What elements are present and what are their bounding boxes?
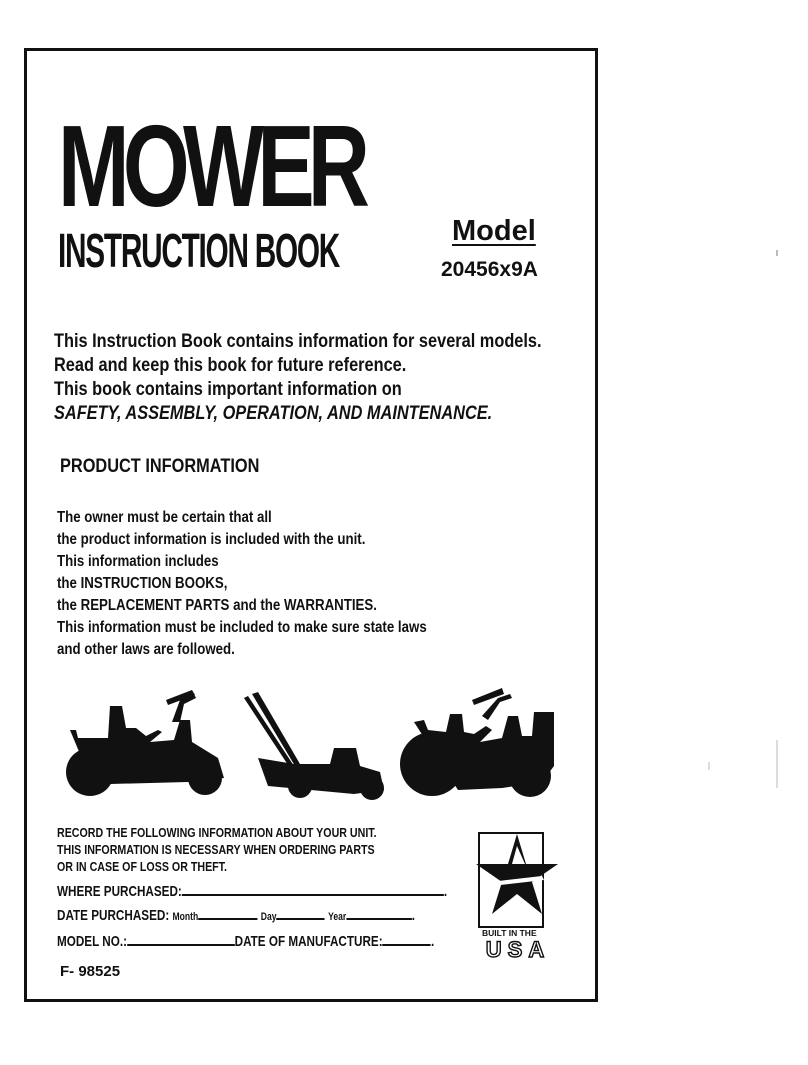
- document-subtitle: INSTRUCTION BOOK: [58, 225, 340, 278]
- usa-wordmark: [470, 938, 566, 960]
- intro-line: This book contains important information on: [54, 379, 402, 400]
- where-purchased-field[interactable]: [182, 882, 444, 896]
- record-line: THIS INFORMATION IS NECESSARY WHEN ORDERING PARTS: [57, 842, 375, 857]
- product-information-text: [57, 507, 427, 661]
- product-info-line: the product information is included with the unit.: [57, 531, 366, 548]
- model-label: Model: [452, 215, 536, 247]
- intro-line: Read and keep this book for future reference.: [54, 355, 407, 376]
- model-number-row: [57, 932, 434, 950]
- badge-caption: BUILT IN THE: [482, 928, 537, 938]
- scan-artifact: [708, 762, 710, 770]
- record-line: OR IN CASE OF LOSS OR THEFT.: [57, 859, 227, 874]
- model-number: 20456x9A: [441, 258, 538, 281]
- product-info-line: This information includes: [57, 553, 219, 570]
- where-purchased-row: [57, 882, 447, 900]
- mower-illustrations: [62, 686, 562, 804]
- product-info-line: the INSTRUCTION BOOKS,: [57, 575, 228, 592]
- year-label: Year: [328, 911, 347, 923]
- intro-topics: SAFETY, ASSEMBLY, OPERATION, AND MAINTENANCE.: [54, 403, 493, 424]
- lawn-tractor-icon: [400, 688, 554, 797]
- product-information-heading: PRODUCT INFORMATION: [60, 456, 260, 477]
- push-mower-icon: [244, 692, 384, 800]
- intro-line: This Instruction Book contains information for several models.: [54, 331, 542, 352]
- model-no-label: MODEL NO.:: [57, 933, 127, 950]
- period: .: [411, 907, 416, 924]
- record-instructions: [57, 824, 377, 875]
- product-info-line: The owner must be certain that all: [57, 509, 272, 526]
- built-in-usa-badge: [470, 824, 566, 960]
- day-label: Day: [260, 911, 277, 923]
- product-info-line: the REPLACEMENT PARTS and the WARRANTIES.: [57, 597, 377, 614]
- month-field[interactable]: [198, 906, 257, 920]
- scan-artifact: [776, 250, 778, 256]
- star-emblem-icon: [470, 824, 566, 934]
- date-of-manufacture-field[interactable]: [383, 932, 431, 946]
- intro-text: [54, 330, 542, 426]
- period: .: [443, 883, 448, 900]
- day-field[interactable]: [277, 906, 325, 920]
- document-title: MOWER: [58, 101, 364, 231]
- usa-word: USA: [485, 938, 551, 960]
- date-purchased-row: [57, 906, 415, 924]
- period: .: [430, 933, 435, 950]
- product-info-line: and other laws are followed.: [57, 641, 235, 658]
- month-label: Month: [172, 911, 199, 923]
- scan-artifact: [776, 740, 778, 788]
- product-info-line: This information must be included to make sure state laws: [57, 619, 427, 636]
- date-of-manufacture-label: DATE OF MANUFACTURE:: [234, 933, 383, 950]
- form-number: F- 98525: [60, 963, 121, 980]
- riding-mower-icon: [66, 690, 224, 796]
- record-line: RECORD THE FOLLOWING INFORMATION ABOUT YOUR UNIT.: [57, 825, 377, 840]
- model-no-field[interactable]: [127, 932, 235, 946]
- year-field[interactable]: [346, 906, 412, 920]
- where-purchased-label: WHERE PURCHASED:: [57, 883, 182, 900]
- date-purchased-label: DATE PURCHASED:: [57, 907, 170, 924]
